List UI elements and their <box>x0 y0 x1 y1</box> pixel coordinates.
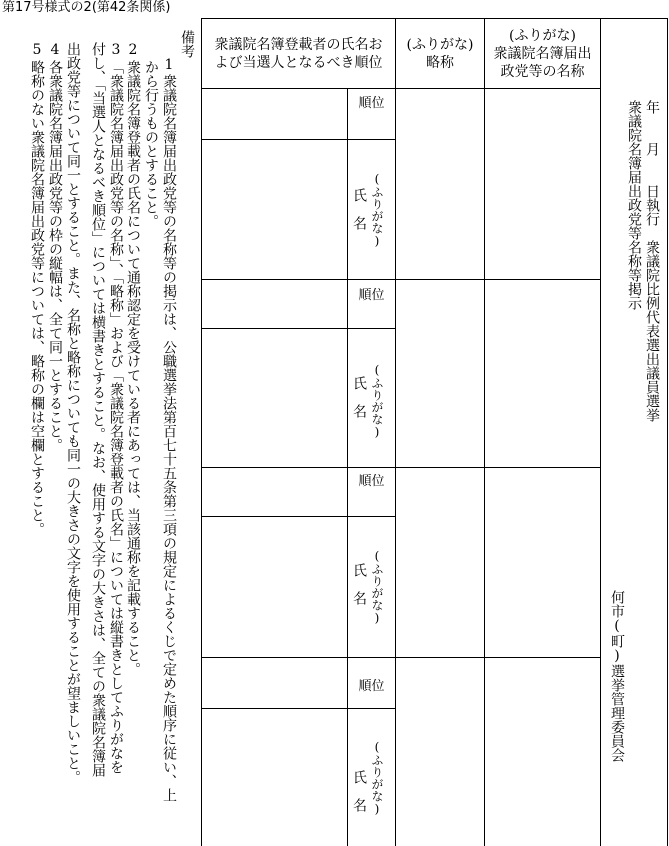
notice-title: 衆議院名簿届出政党等名称等掲示 <box>626 100 642 310</box>
col-divider-1 <box>395 18 396 846</box>
rank-divider-3 <box>201 516 395 517</box>
col3-header <box>485 27 600 81</box>
note-4-line-1: 各衆議院名簿届出政党等の枠の縦幅は、全て同一とすること。 <box>47 60 63 452</box>
furigana-label: (ふりがな) <box>370 172 384 248</box>
col3-header-line-2: 衆議院名簿届出 <box>493 46 592 62</box>
rank-divider-4 <box>201 708 395 709</box>
note-1-line-1: 衆議院名簿届出政党等の名称等の掲示は、公職選挙法第百七十五条第三項の規定によるくじで定めた順序に従い、上 <box>161 74 177 802</box>
form-label: 第17号様式の2(第42条関係) <box>2 0 171 15</box>
notes-heading: 備考 <box>179 30 195 58</box>
col-divider-3 <box>600 18 601 846</box>
name-label: 氏名 <box>351 188 367 244</box>
furigana-label: (ふりがな) <box>370 740 384 816</box>
note-3-number: 3 <box>108 42 124 58</box>
election-title: 年 月 日執行 衆議院比例代表選出議員選挙 <box>644 100 660 422</box>
rank-label: 順位 <box>358 288 385 303</box>
rank-divider-1 <box>201 139 395 140</box>
note-5-line-1: 略称のない衆議院名簿届出政党等については、略称の欄は空欄とすること。 <box>29 60 45 536</box>
name-label: 氏名 <box>351 376 367 432</box>
col2-header-line-2: 略称 <box>426 55 454 71</box>
rank-label: 順位 <box>358 96 385 111</box>
furigana-label: (ふりがな) <box>370 549 384 625</box>
note-3-line-1: 「衆議院名簿届出政党等の名称」、「略称」および「衆議院名簿登載者の氏名」については縦書きとしてふりがなを <box>108 60 124 774</box>
col2-header <box>396 36 484 72</box>
note-1-number: 1 <box>161 57 177 73</box>
header-divider <box>201 88 600 89</box>
col-divider-2 <box>484 18 485 846</box>
note-2-number: 2 <box>125 42 141 58</box>
form-frame <box>201 18 668 846</box>
note-3-line-3: 出政党等について同一とすること。また、名称と略称についても同一の大きさの文字を使用することが望ましいこと。 <box>65 42 81 784</box>
note-1-line-2: から行うものとすること。 <box>143 60 159 228</box>
row-divider-3 <box>201 657 600 658</box>
committee-name: 何市(町)選挙管理委員会 <box>609 590 625 762</box>
col3-header-line-3: 政党等の名称 <box>500 64 585 80</box>
note-2-line-1: 衆議院名簿登載者の氏名について通称認定を受けている者にあっては、当該通称を記載すること。 <box>125 60 141 676</box>
row-divider-2 <box>201 467 600 468</box>
rank-label: 順位 <box>358 679 385 694</box>
rank-divider-2 <box>201 328 395 329</box>
name-col-divider <box>347 88 348 846</box>
name-label: 氏名 <box>351 563 367 619</box>
col1-header <box>202 36 395 72</box>
name-label: 氏名 <box>351 770 367 826</box>
col2-header-line-1: (ふりがな) <box>406 37 474 53</box>
note-4-number: 4 <box>47 42 63 58</box>
furigana-label: (ふりがな) <box>370 363 384 439</box>
col3-header-line-1: (ふりがな) <box>509 28 576 44</box>
note-5-number: 5 <box>29 42 45 58</box>
note-3-line-2: 付し、「当選人となるべき順位」については横書きとすること。なお、使用する文字の大きさは、全ての衆議院名簿届 <box>90 42 106 777</box>
col1-header-line-2: よび当選人となるべき順位 <box>214 55 383 71</box>
col1-header-line-1: 衆議院名簿登載者の氏名お <box>214 37 383 53</box>
rank-label: 順位 <box>358 474 385 489</box>
row-divider-1 <box>201 279 600 280</box>
